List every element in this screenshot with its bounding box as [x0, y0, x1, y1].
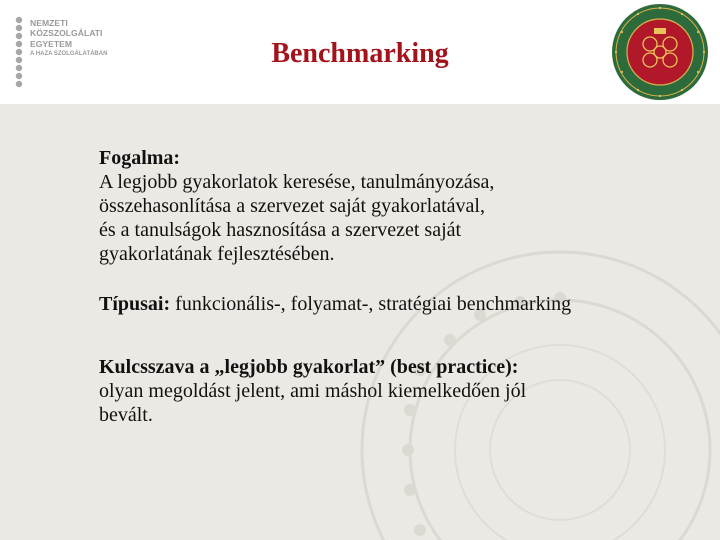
key-line: olyan megoldást jelent, ami máshol kiemelkedően jól — [99, 380, 527, 402]
key-label: Kulcsszava a „legjobb gyakorlat” (best practice): — [99, 356, 519, 378]
university-logo — [14, 16, 124, 88]
key-line: bevált. — [99, 404, 153, 426]
logo-line: KÖZSZOLGÁLATI — [30, 28, 103, 39]
definition-line: és a tanulságok hasznosítása a szervezet saját — [99, 219, 462, 241]
logo-line: EGYETEM — [30, 38, 73, 49]
university-seal-icon — [610, 2, 710, 102]
slide-title: Benchmarking — [271, 38, 449, 69]
slide-body — [99, 146, 699, 427]
types-label: Típusai: — [99, 293, 171, 315]
definition-paragraph — [99, 146, 699, 266]
slide-header — [0, 0, 720, 104]
key-paragraph — [99, 355, 699, 427]
logo-tagline: A HAZA SZOLGÁLATÁBAN — [30, 51, 108, 58]
university-logo-icon — [14, 16, 24, 88]
types-text: funkcionális-, folyamat-, stratégiai benchmarking — [170, 293, 572, 315]
definition-line: gyakorlatának fejlesztésében. — [99, 243, 335, 265]
definition-label: Fogalma: — [99, 147, 181, 169]
definition-line: A legjobb gyakorlatok keresése, tanulmányozása, — [99, 171, 495, 193]
logo-line: NEMZETI — [30, 18, 68, 28]
types-paragraph — [99, 292, 699, 316]
definition-line: összehasonlítása a szervezet saját gyakorlatával, — [99, 195, 485, 217]
university-logo-text — [30, 18, 107, 60]
